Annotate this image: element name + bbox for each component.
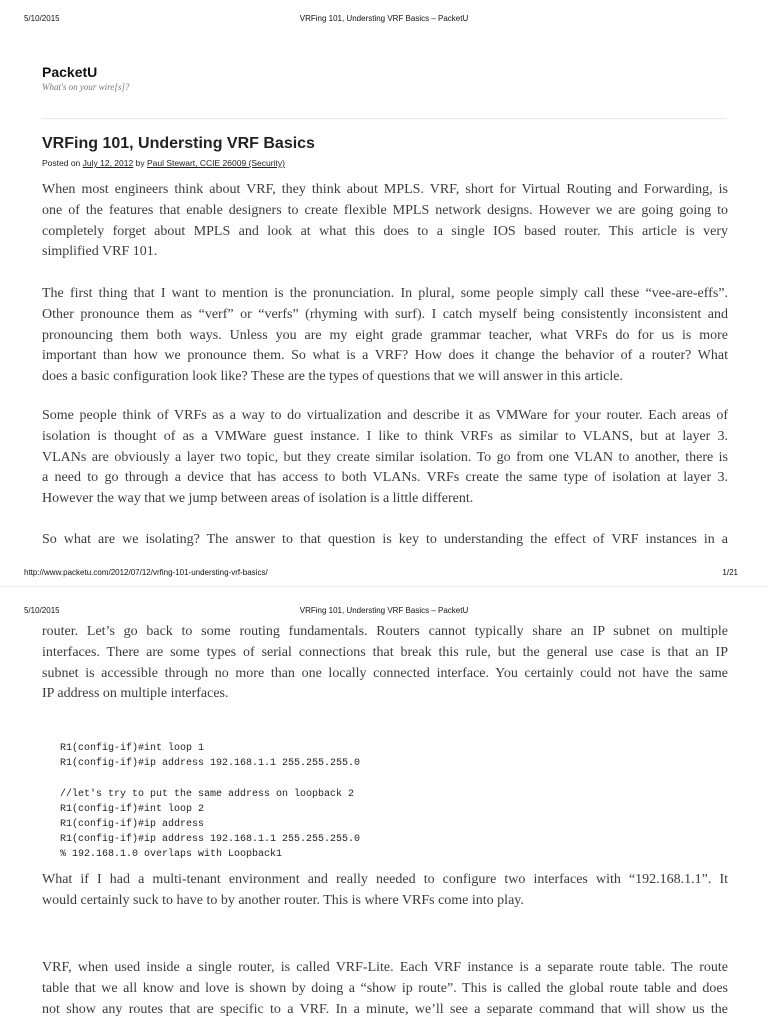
text-line: Other pronounce them as “verf” or “verfs” (rhyming with surf). I catch myself being consistently inconsistent and [42,306,728,322]
print-date: 5/10/2015 [24,606,60,615]
print-date: 5/10/2015 [24,14,60,23]
post-meta [42,158,285,168]
posted-on-label: Posted on [42,158,81,168]
text-line: important than how we pronounce them. So what is a VRF? How does it change the behavior of a router? What [42,348,728,364]
site-title[interactable]: PacketU [42,64,98,80]
text-line: When most engineers think about VRF, they think about MPLS. VRF, short for Virtual Routing and Forwarding, is [42,182,728,197]
page-number: 1/21 [722,568,738,577]
text-line: not show any routes that are specific to a VRF. In a minute, we’ll see a separate command that will show us the [42,1001,728,1017]
paragraph-pronunciation [42,284,728,388]
text-line: The first thing that I want to mention is the pronunciation. In plural, some people simply call these “vee-are-effs”. [42,286,728,301]
paragraph-isolating [42,530,728,551]
paragraph-multi-tenant [42,870,728,912]
text-line: would certainly suck to have to by another router. This is where VRFs come into play. [42,892,524,908]
text-line: router. Let’s go back to some routing fundamentals. Routers cannot typically share an IP subnet on multiple [42,624,728,639]
print-title: VRFing 101, Understing VRF Basics – PacketU [299,14,469,23]
paragraph-routing-fundamentals [42,622,728,705]
text-line: table that we all know and love is shown by doing a “show ip route”. This is called the global route table and does [42,980,728,996]
site-tagline: What's on your wire[s]? [42,82,130,92]
text-line: IP address on multiple interfaces. [42,686,229,702]
text-line: Some people think of VRFs as a way to do virtualization and describe it as VMWare for your router. Each areas of [42,408,728,423]
text-line: a need to go through a device that has access to both VLANs. VRFs create the same type of isolation at layer 3. [42,470,728,486]
print-url: http://www.packetu.com/2012/07/12/vrfing-101-understing-vrf-basics/ [24,568,268,577]
page-break [0,586,768,587]
header-divider [42,118,726,119]
paragraph-intro [42,180,728,263]
text-line: VLANs are obviously a layer two topic, but they create similar isolation. To go from one VLAN to another, there is [42,449,728,465]
author-link[interactable]: Paul Stewart, CCIE 26009 (Security) [146,158,285,168]
text-line: does a basic configuration look like? These are the types of questions that we will answer in this article. [42,369,623,385]
text-line: What if I had a multi-tenant environment and really needed to configure two interfaces with “192.168.1.1”. It [42,872,728,887]
text-line: one of the features that enable designers to create flexible MPLS network designs. However we are going going to [42,202,728,218]
text-line: subnet is accessible through no more than one locally connected interface. You certainly could not have the same [42,665,728,681]
text-line: interfaces. There are some types of serial connections that break this rule, but the general use case is that an IP [42,644,728,660]
paragraph-vrf-lite [42,958,728,1020]
text-line: So what are we isolating? The answer to that question is key to understanding the effect of VRF instances in a [42,532,728,547]
text-line: VRF, when used inside a single router, is called VRF-Lite. Each VRF instance is a separate route table. The route [42,960,728,975]
text-line: isolation is thought of as a VMWare guest instance. I like to think VRFs as similar to VLANS, but at layer 3. [42,428,728,444]
post-title[interactable]: VRFing 101, Understing VRF Basics [42,135,315,152]
text-line: pronouncing them both ways. Unless you are my eight grade grammar teacher, what VRFs do for us is more [42,327,728,343]
post-date-link[interactable]: July 12, 2012 [82,158,134,168]
paragraph-virtualization [42,406,728,510]
print-title: VRFing 101, Understing VRF Basics – PacketU [299,606,469,615]
code-block: R1(config-if)#int loop 1 R1(config-if)#ip address 192.168.1.1 255.255.255.0 //let's try to put the same address on loopback 2 R1(config-if)#int loop 2 R1(config-if)#ip address R1(config-if)#ip address 192.168.1.1 255.255.255.0 % 192.168.1.0 overlaps with Loopback1 [60,743,361,861]
text-line: However the way that we jump between areas of isolation is a little different. [42,491,474,507]
text-line: completely forget about MPLS and look at what this does to a single IOS based router. This article is very [42,223,728,239]
by-label: by [135,158,145,168]
text-line: simplified VRF 101. [42,244,158,260]
